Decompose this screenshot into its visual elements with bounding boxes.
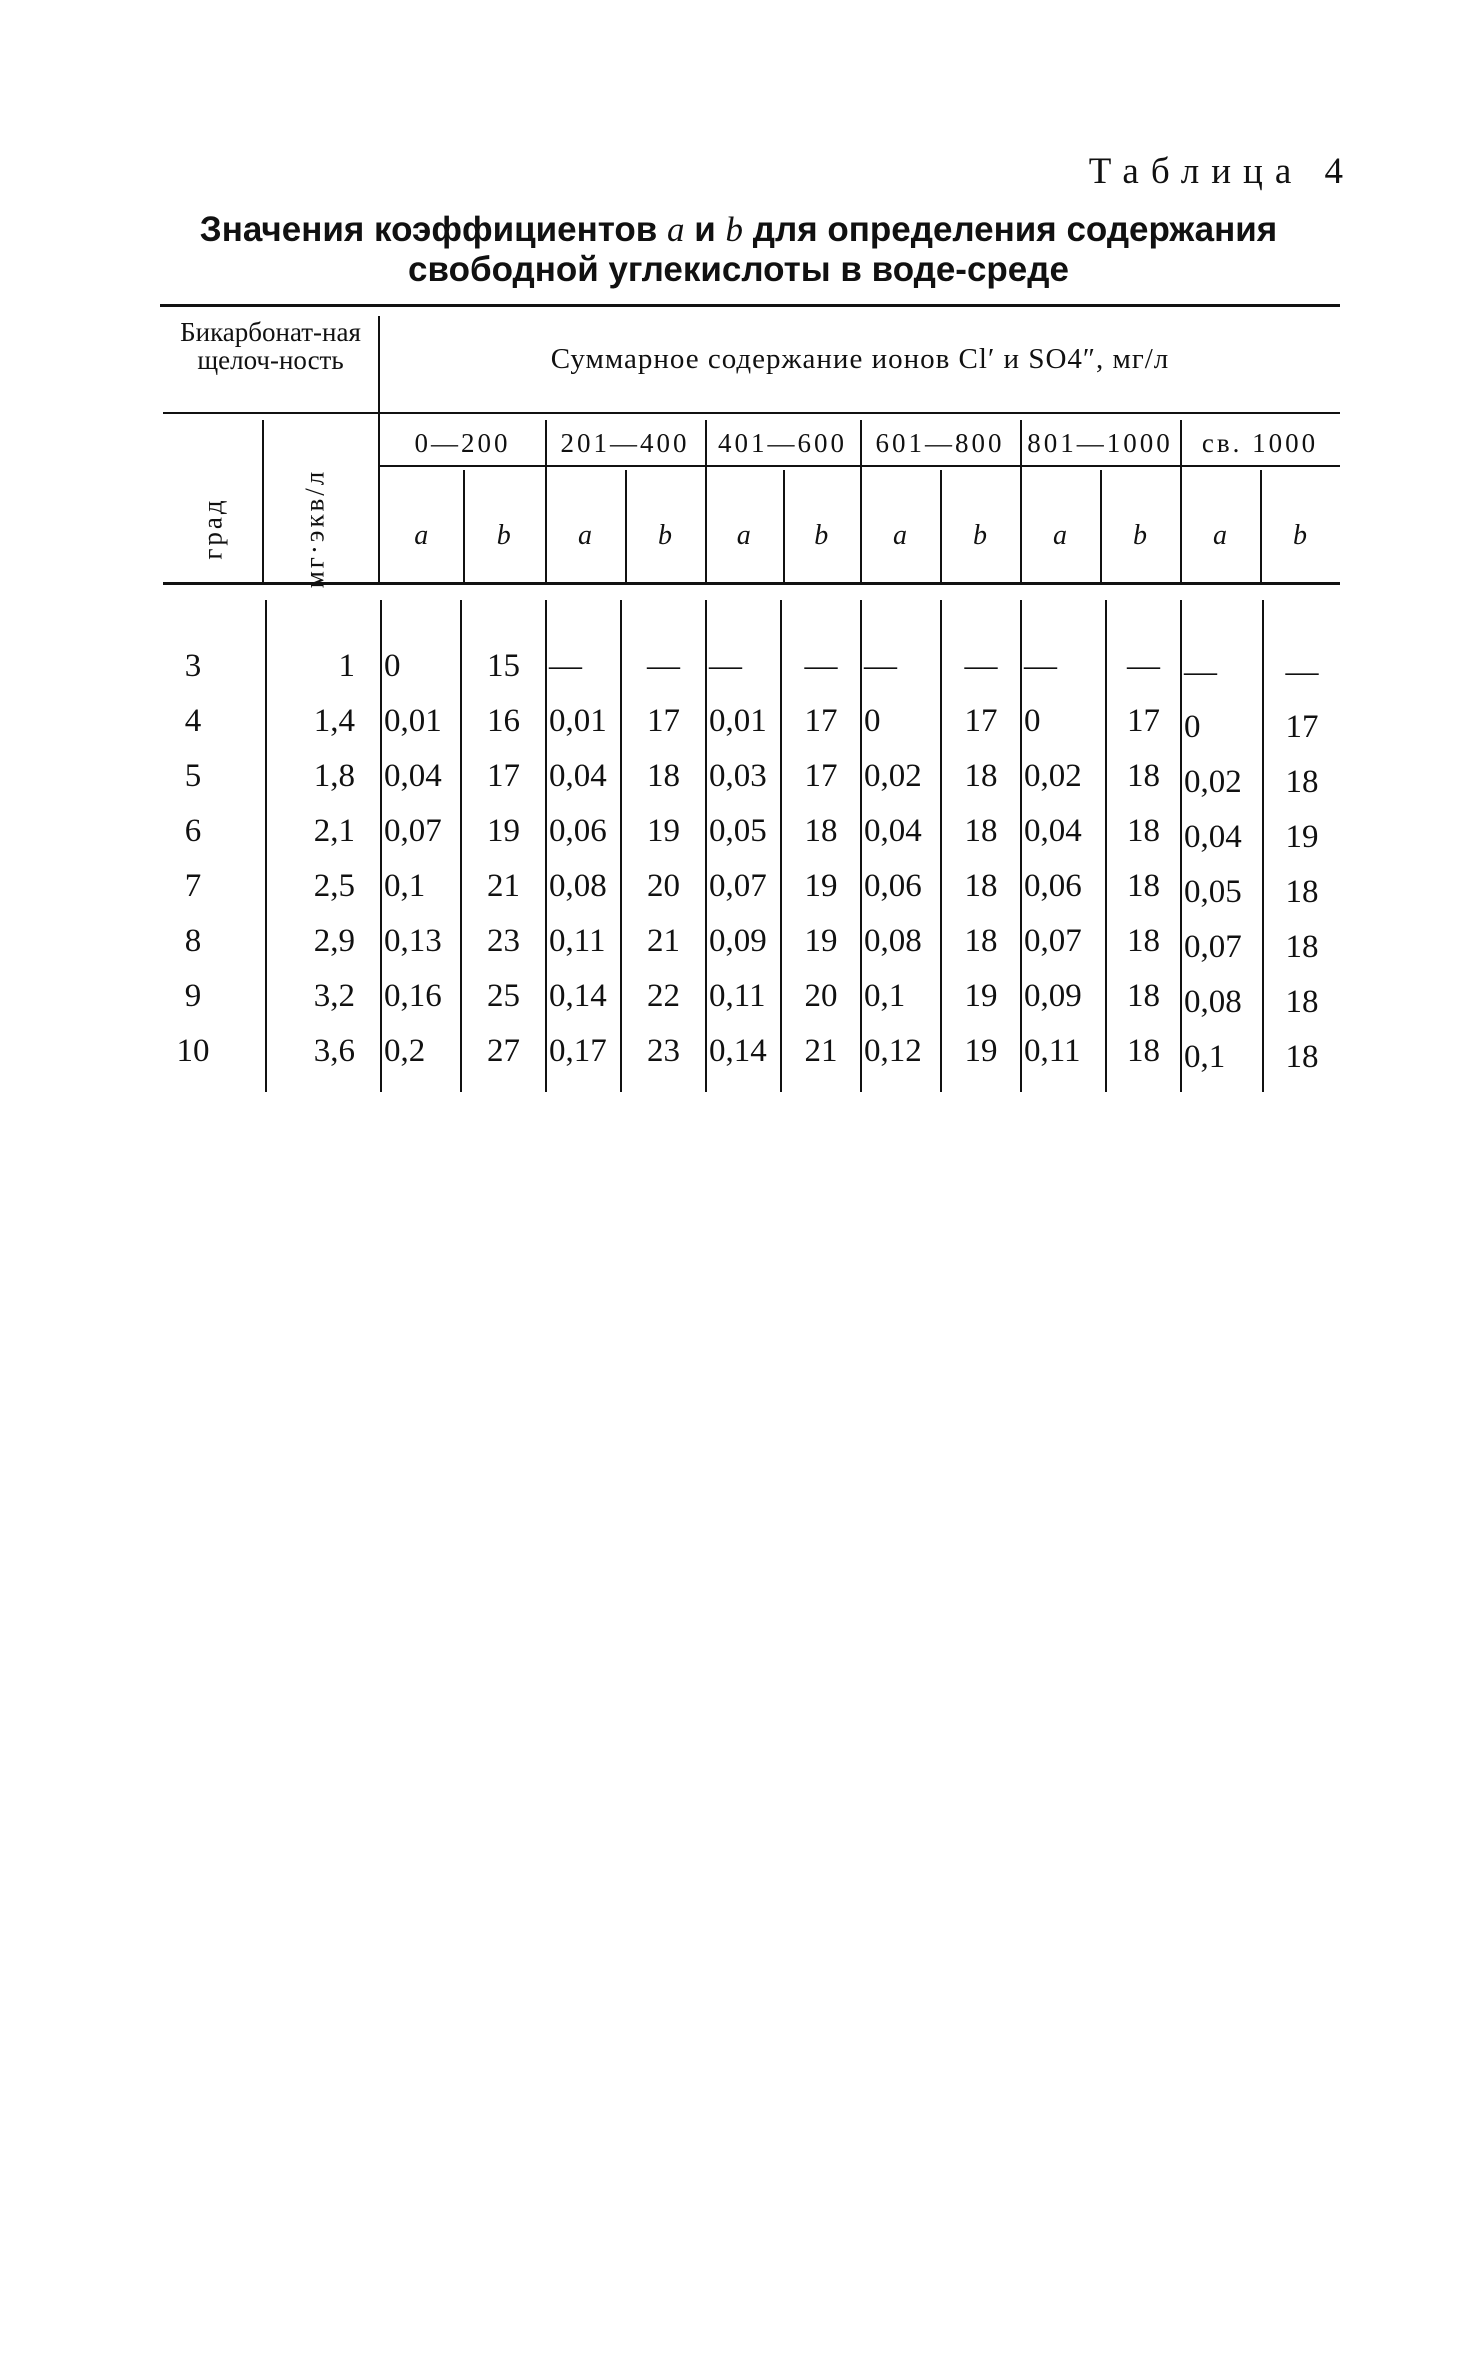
- sub-header-b: b: [1133, 520, 1147, 551]
- coef-b-cell: 18: [1127, 758, 1160, 794]
- mgekv-value: 3,6: [313, 1033, 355, 1069]
- coef-a-cell: 0,11: [709, 978, 766, 1014]
- table-label: Таблица 4: [1088, 151, 1355, 192]
- coef-a-cell: 0,08: [1184, 984, 1242, 1020]
- body-v-1: [545, 600, 547, 1092]
- sub-header-b: b: [658, 520, 672, 551]
- sub-header-a: a: [578, 520, 592, 551]
- coef-b-cell: 19: [964, 978, 998, 1014]
- coef-a-cell: 0,16: [384, 978, 442, 1014]
- coef-b-cell: 19: [804, 868, 838, 904]
- coef-b-cell: 17: [1127, 703, 1160, 739]
- coef-b-cell: 18: [647, 758, 680, 794]
- coef-b-cell: 17: [487, 758, 520, 794]
- body-v-7: [1020, 600, 1022, 1092]
- coef-b-cell: 18: [1285, 874, 1319, 910]
- coef-a-cell: 0,01: [709, 703, 767, 739]
- body-v-9: [1180, 600, 1182, 1092]
- coef-a-cell: 0,07: [1024, 923, 1082, 959]
- coef-b-cell: 21: [804, 1033, 838, 1069]
- mgekv-value: 1: [338, 648, 355, 684]
- coef-a-cell: 0,1: [1184, 1039, 1226, 1075]
- range-header-1: 201—400: [560, 428, 690, 458]
- coef-a-cell: 0,14: [549, 978, 607, 1014]
- coef-b-cell: 18: [1285, 929, 1319, 965]
- coef-b-cell: 19: [487, 813, 520, 849]
- coef-b-cell: 17: [647, 703, 680, 739]
- coef-b-cell: 18: [1127, 923, 1160, 959]
- grad-value: 9: [184, 978, 202, 1014]
- range-header-3: 601—800: [875, 428, 1005, 458]
- coef-a-cell: 0,01: [384, 703, 442, 739]
- coef-a-cell: 0,04: [1024, 813, 1082, 849]
- grad-value: 6: [184, 813, 202, 849]
- coef-a-cell: 0,14: [709, 1033, 767, 1069]
- coef-a-cell: 0,04: [384, 758, 442, 794]
- coef-a-cell: —: [864, 648, 897, 684]
- hdr-v-grad: [262, 420, 264, 582]
- coef-b-cell: 27: [487, 1033, 520, 1069]
- coef-a-cell: 0,02: [864, 758, 922, 794]
- coef-a-cell: 0,07: [384, 813, 442, 849]
- table-top-rule: [160, 304, 1340, 307]
- alkalinity-header: Бикарбонат-ная щелоч-ность: [180, 317, 361, 375]
- grad-value: 5: [184, 758, 202, 794]
- mgekv-value: 3,2: [313, 978, 355, 1014]
- coef-a-cell: 0: [1024, 703, 1041, 739]
- coef-a-cell: 0,05: [1184, 874, 1242, 910]
- header-bottom-rule: [163, 582, 1340, 585]
- mgekv-value: 1,4: [313, 703, 355, 739]
- coef-b-cell: —: [1127, 648, 1160, 684]
- coef-b-cell: —: [964, 648, 998, 684]
- coef-b-cell: 17: [804, 758, 838, 794]
- coef-b-cell: 19: [647, 813, 680, 849]
- coef-a-cell: 0: [384, 648, 401, 684]
- coef-a-cell: 0: [864, 703, 881, 739]
- coef-a-cell: 0,04: [549, 758, 607, 794]
- body-v-5: [860, 600, 862, 1092]
- coef-a-cell: 0,13: [384, 923, 442, 959]
- coef-a-cell: 0,06: [549, 813, 607, 849]
- coef-a-cell: 0,1: [864, 978, 906, 1014]
- coef-b-cell: 18: [964, 923, 998, 959]
- coef-a-cell: 0,02: [1024, 758, 1082, 794]
- coef-b-cell: 21: [487, 868, 520, 904]
- coef-b-cell: 15: [487, 648, 520, 684]
- mgekv-value: 2,5: [313, 868, 355, 904]
- sub-header-a: a: [1213, 520, 1227, 551]
- coef-b-cell: 18: [1127, 978, 1160, 1014]
- mgekv-value: 1,8: [313, 758, 355, 794]
- sub-header-a: a: [893, 520, 907, 551]
- coef-a-cell: 0,09: [1024, 978, 1082, 1014]
- body-v-3: [705, 600, 707, 1092]
- coef-b-cell: 25: [487, 978, 520, 1014]
- coef-b-cell: 17: [1285, 709, 1319, 745]
- coef-b-cell: 18: [804, 813, 838, 849]
- caption-and: и: [694, 210, 716, 249]
- range-header-2: 401—600: [718, 428, 847, 458]
- coef-a-cell: 0,07: [709, 868, 767, 904]
- range-header-5: св. 1000: [1201, 428, 1319, 458]
- coef-b-cell: 20: [647, 868, 680, 904]
- caption-line-2: свободной углекислоты в воде-среде: [408, 250, 1069, 289]
- coef-a-cell: 0,06: [1024, 868, 1082, 904]
- range-header-4: 801—1000: [1027, 428, 1173, 458]
- coef-b-cell: 18: [1127, 868, 1160, 904]
- total-header-rule: [380, 412, 1340, 414]
- coef-a-cell: 0,11: [549, 923, 606, 959]
- mgekv-value: 2,1: [313, 813, 355, 849]
- coef-a-cell: 0,05: [709, 813, 767, 849]
- coef-b-cell: 16: [487, 703, 520, 739]
- coef-b-cell: 19: [964, 1033, 998, 1069]
- coef-b-cell: 23: [487, 923, 520, 959]
- coef-b-cell: 19: [1285, 819, 1319, 855]
- coef-b-cell: 21: [647, 923, 680, 959]
- mgekv-value: 2,9: [313, 923, 355, 959]
- grad-value: 7: [184, 868, 202, 904]
- sub-header-b: b: [496, 520, 511, 551]
- coef-a-cell: 0,02: [1184, 764, 1242, 800]
- coef-b-cell: —: [804, 648, 838, 684]
- coef-b-cell: —: [1285, 654, 1319, 690]
- coef-a-cell: 0,06: [864, 868, 922, 904]
- sub-header-a: a: [414, 520, 429, 551]
- coef-a-cell: —: [1024, 648, 1057, 684]
- grad-value: 10: [176, 1033, 210, 1069]
- coef-b-cell: 17: [964, 703, 998, 739]
- coef-a-cell: 0,03: [709, 758, 767, 794]
- coef-a-cell: 0,08: [864, 923, 922, 959]
- caption-text-post: для определения содержания: [752, 210, 1278, 249]
- alkalinity-header-rule: [163, 412, 378, 414]
- coef-b-cell: 18: [964, 758, 998, 794]
- coef-b-cell: —: [647, 648, 680, 684]
- sub-header-a: a: [1053, 520, 1067, 551]
- caption-var-b: b: [725, 210, 744, 249]
- coef-b-cell: 18: [1285, 764, 1319, 800]
- range-header-0: 0—200: [414, 428, 511, 458]
- body-v-start: [380, 600, 382, 1092]
- grad-value: 8: [184, 923, 202, 959]
- coef-a-cell: 0,17: [549, 1033, 607, 1069]
- coef-b-cell: 17: [804, 703, 838, 739]
- table-caption: [0, 210, 1477, 290]
- coef-b-cell: 18: [1285, 1039, 1319, 1075]
- coef-a-cell: —: [709, 648, 742, 684]
- sub-header-b: b: [1293, 520, 1307, 551]
- coef-a-cell: 0,04: [1184, 819, 1242, 855]
- coef-b-cell: 18: [964, 813, 998, 849]
- sub-header-b: b: [973, 520, 987, 551]
- coef-a-cell: 0,1: [384, 868, 426, 904]
- caption-text-pre: Значения коэффициентов: [199, 210, 658, 249]
- sub-header-b: b: [814, 520, 829, 551]
- caption-var-a: a: [667, 210, 685, 249]
- coef-b-cell: 23: [647, 1033, 680, 1069]
- coef-a-cell: 0,2: [384, 1033, 426, 1069]
- coef-a-cell: 0: [1184, 709, 1201, 745]
- grad-value: 3: [184, 648, 202, 684]
- coef-b-cell: 18: [1127, 813, 1160, 849]
- coef-a-cell: 0,12: [864, 1033, 922, 1069]
- body-v-mg: [265, 600, 267, 1092]
- coef-b-cell: 20: [804, 978, 838, 1014]
- coef-b-cell: 19: [804, 923, 838, 959]
- total-ions-header: Суммарное содержание ионов Cl′ и SO4″, мг/л: [550, 343, 1170, 375]
- coef-a-cell: 0,01: [549, 703, 607, 739]
- coef-b-cell: 18: [1127, 1033, 1160, 1069]
- coef-a-cell: 0,04: [864, 813, 922, 849]
- coef-a-cell: —: [549, 648, 582, 684]
- caption-line-1: [0, 210, 1477, 250]
- coef-a-cell: —: [1184, 654, 1217, 690]
- grad-value: 4: [184, 703, 202, 739]
- coef-a-cell: 0,08: [549, 868, 607, 904]
- coef-b-cell: 18: [964, 868, 998, 904]
- unit-mgekv-header: мг·экв/л: [299, 468, 330, 589]
- coef-a-cell: 0,09: [709, 923, 767, 959]
- sub-header-a: a: [736, 520, 751, 551]
- coef-b-cell: 18: [1285, 984, 1319, 1020]
- unit-grad-header: град: [197, 497, 228, 560]
- coef-a-cell: 0,07: [1184, 929, 1242, 965]
- coef-a-cell: 0,11: [1024, 1033, 1081, 1069]
- coef-b-cell: 22: [647, 978, 680, 1014]
